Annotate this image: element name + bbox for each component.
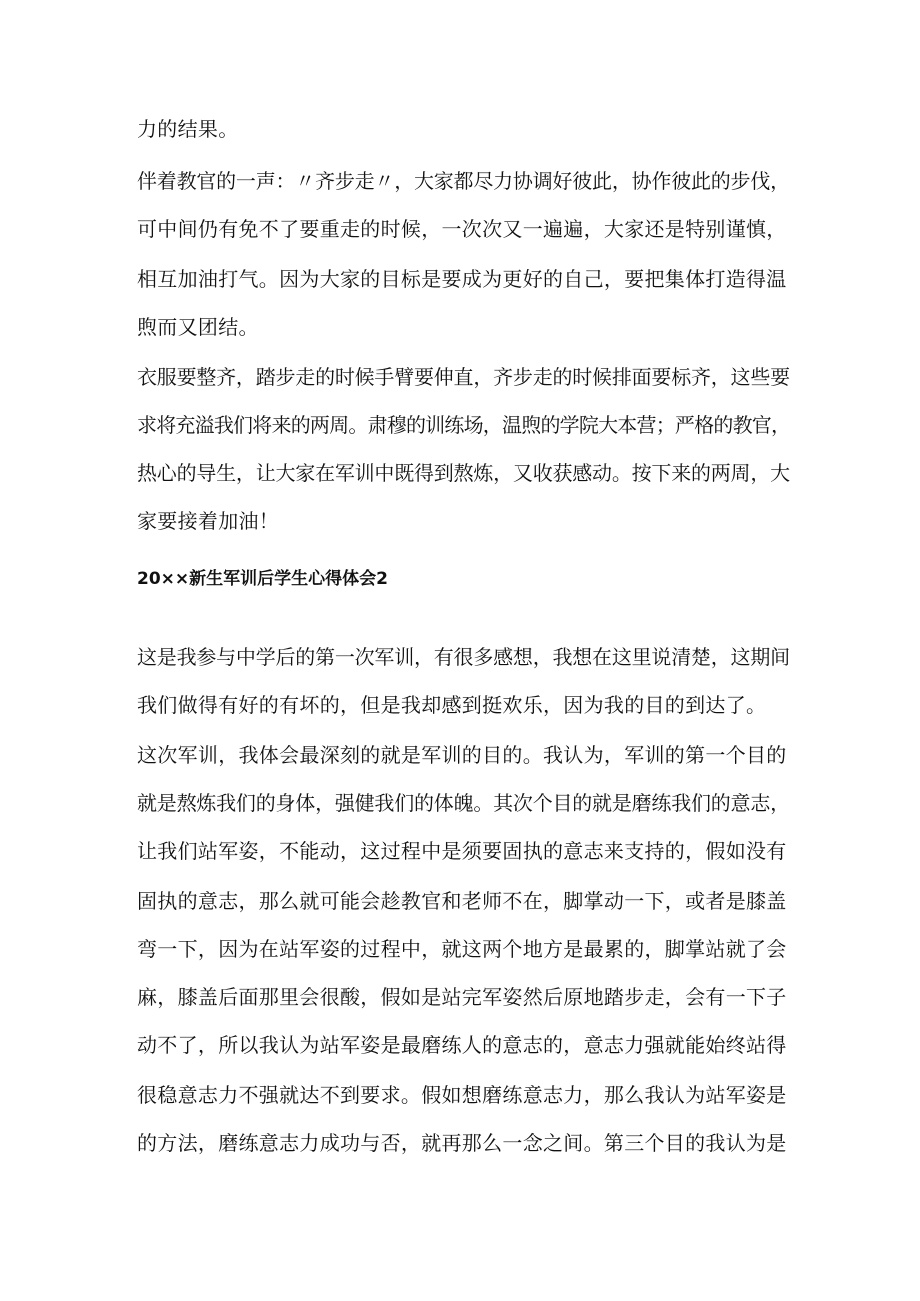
paragraph-line: 衣服要整齐，踏步走的时候手臂要伸直，齐步走的时候排面要标齐，这些要 [137,365,790,389]
paragraph-line: 就是熬炼我们的身体，强健我们的体魄。其次个目的就是磨练我们的意志， [137,791,790,815]
paragraph-line: 相互加油打气。因为大家的目标是要成为更好的自己，要把集体打造得温 [137,267,787,291]
paragraph-line: 我们做得有好的有坏的，但是我却感到挺欢乐，因为我的目的到达了。 [137,693,767,717]
paragraph-line: 求将充溢我们将来的两周。肃穆的训练场，温煦的学院大本营；严格的教官， [137,413,791,437]
paragraph-line: 让我们站军姿，不能动，这过程中是须要固执的意志来支持的，假如没有 [137,839,787,863]
paragraph-line: 家要接着加油！ [137,509,280,533]
section-heading: 20××新生军训后学生心得体会2 [137,569,388,589]
paragraph-line: 热心的导生，让大家在军训中既得到熬炼，又收获感动。按下来的两周，大 [137,461,790,485]
paragraph-line: 这是我参与中学后的第一次军训，有很多感想，我想在这里说清楚，这期间 [137,645,790,669]
paragraph-line: 可中间仍有免不了要重走的时候，一次次又一遍遍，大家还是特别谨慎， [137,217,787,241]
paragraph-line: 这次军训，我体会最深刻的就是军训的目的。我认为，军训的第一个目的 [137,743,787,767]
paragraph-line: 煦而又团结。 [137,315,259,339]
paragraph-line: 动不了，所以我认为站军姿是最磨练人的意志的，意志力强就能始终站得 [137,1033,787,1057]
paragraph-line: 麻，膝盖后面那里会很酸，假如是站完军姿然后原地踏步走，会有一下子 [137,985,787,1009]
paragraph-line: 伴着教官的一声：〃齐步走〃，大家都尽力协调好彼此，协作彼此的步伐， [137,169,790,193]
paragraph-line: 固执的意志，那么就可能会趁教官和老师不在，脚掌动一下，或者是膝盖 [137,889,787,913]
paragraph-line: 弯一下，因为在站军姿的过程中，就这两个地方是最累的，脚掌站就了会 [137,937,787,961]
paragraph-line: 很稳意志力不强就达不到要求。假如想磨练意志力，那么我认为站军姿是 [137,1083,787,1107]
paragraph-line: 力的结果。 [137,117,239,141]
paragraph-line: 的方法，磨练意志力成功与否，就再那么一念之间。第三个目的我认为是 [137,1131,787,1155]
